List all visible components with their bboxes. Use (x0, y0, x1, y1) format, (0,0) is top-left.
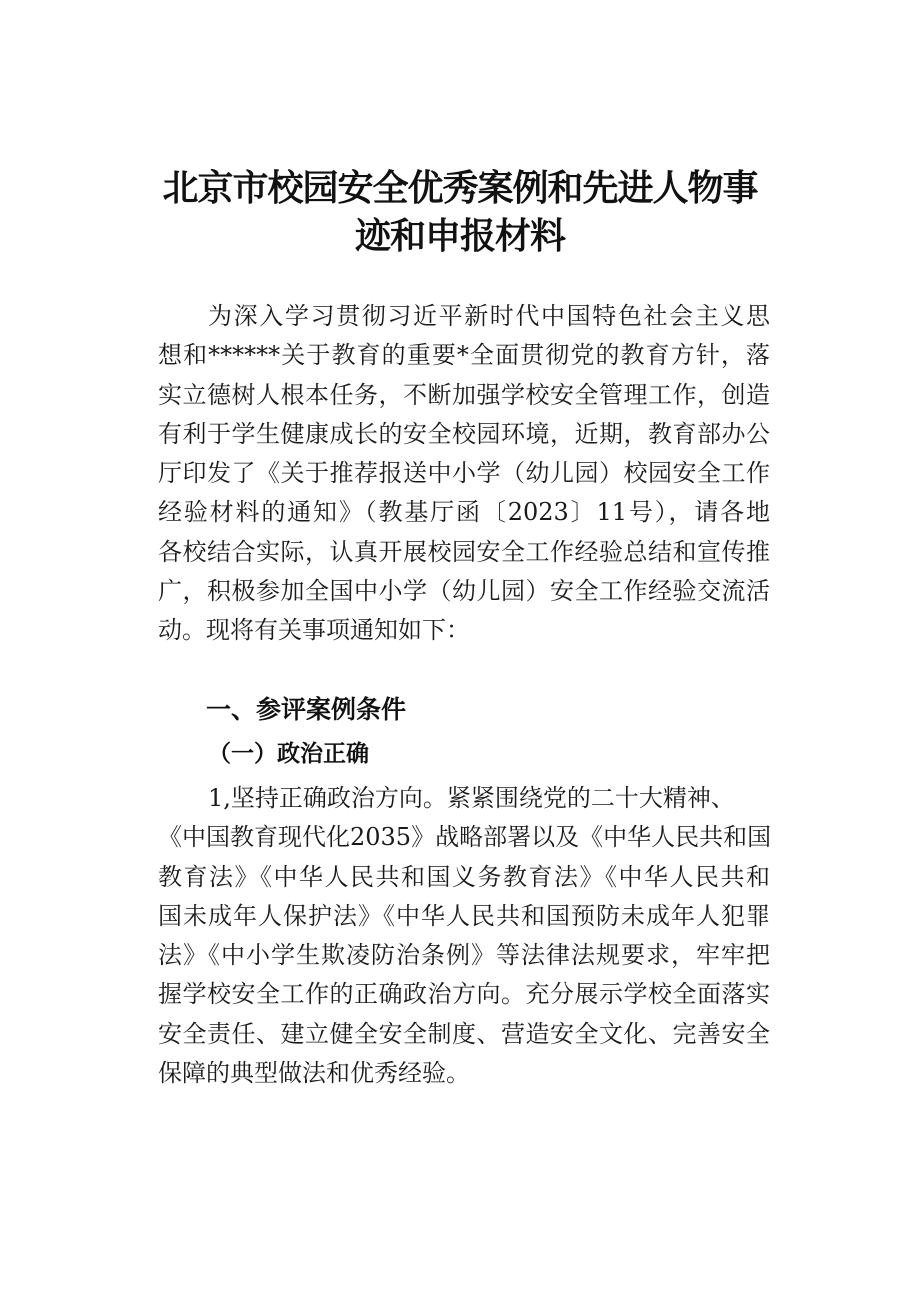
intro-line: 有利于学生健康成长的安全校园环境，近期，教育部办公 (158, 419, 770, 448)
item-1-line: 国未成年人保护法》《中华人民共和国预防未成年人犯罪 (158, 901, 770, 930)
subsection-heading: （一）政治正确 (208, 741, 369, 767)
intro-line: 动。现将有关事项通知如下： (158, 616, 470, 645)
intro-line: 实立德树人根本任务，不断加强学校安全管理工作，创造 (158, 380, 770, 409)
intro-paragraph (158, 297, 770, 651)
intro-line: 广，积极参加全国中小学（幼儿园）安全工作经验交流活 (158, 577, 770, 606)
item-1-line: 握学校安全工作的正确政治方向。充分展示学校全面落实 (158, 980, 770, 1009)
document-title-line-1: 北京市校园安全优秀案例和先进人物事 (162, 168, 758, 209)
intro-line: 各校结合实际，认真开展校园安全工作经验总结和宣传推 (158, 537, 770, 566)
intro-line: 厅印发了《关于推荐报送中小学（幼儿园）校园安全工作 (158, 459, 770, 488)
intro-line: 经验材料的通知》（教基厅函〔2023〕11号），请各地 (158, 498, 770, 527)
section-heading: 一、参评案例条件 (206, 695, 407, 724)
item-1-line: 《中国教育现代化2035》战略部署以及《中华人民共和国 (158, 823, 772, 852)
item-1-line: 保障的典型做法和优秀经验。 (158, 1059, 470, 1088)
item-1-line: 法》《中小学生欺凌防治条例》等法律法规要求，牢牢把 (158, 941, 770, 970)
item-1-paragraph (158, 779, 770, 1093)
intro-line: 想和******关于教育的重要*全面贯彻党的教育方针，落 (158, 341, 770, 370)
item-1-line: 教育法》《中华人民共和国义务教育法》《中华人民共和 (158, 862, 770, 891)
item-1-line: 安全责任、建立健全安全制度、营造安全文化、完善安全 (158, 1019, 770, 1048)
item-1-line: 1,坚持正确政治方向。紧紧围绕党的二十大精神、 (208, 784, 735, 812)
intro-line: 为深入学习贯彻习近平新时代中国特色社会主义思 (208, 302, 770, 330)
document-title-line-2: 迹和申报材料 (354, 216, 565, 257)
